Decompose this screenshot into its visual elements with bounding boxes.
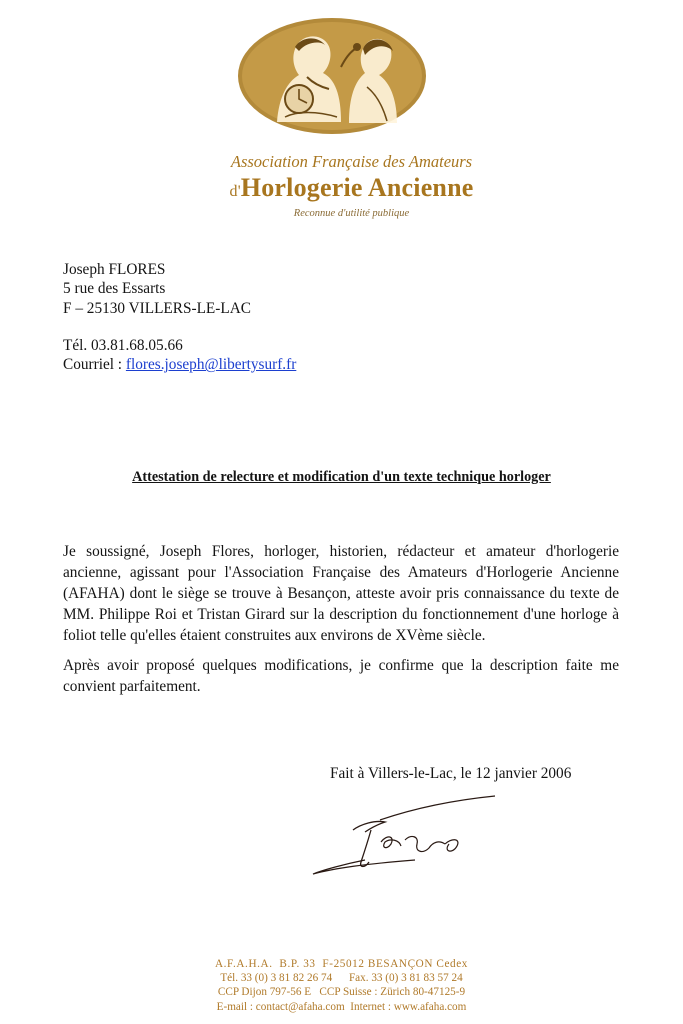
- org-name-line1: Association Française des Amateurs: [230, 152, 473, 171]
- sender-city: F – 25130 VILLERS-LE-LAC: [63, 299, 251, 317]
- footer-phone-fax: Tél. 33 (0) 3 81 82 26 74 Fax. 33 (0) 3 81 83 57 24: [220, 972, 463, 985]
- org-name-main: Horlogerie Ancienne: [240, 173, 474, 202]
- sender-address: [63, 260, 251, 318]
- sender-name: Joseph FLORES: [63, 261, 166, 278]
- clockmakers-oval-emblem-icon: [237, 17, 427, 135]
- handwritten-signature-icon: [305, 790, 505, 880]
- org-name-line2: [10, 173, 683, 203]
- org-name-prefix: d': [229, 183, 241, 200]
- footer-email-web: E-mail : contact@afaha.com Internet : www.afaha.com: [216, 1000, 467, 1013]
- paragraph-2: Après avoir proposé quelques modifications, je confirme que la description faite me convient parfaitement.: [63, 657, 619, 695]
- footer-address: A.F.A.H.A. B.P. 33 F-25012 BESANÇON Cedex: [214, 958, 469, 970]
- sender-email-link[interactable]: flores.joseph@libertysurf.fr: [125, 356, 297, 374]
- place-date: Fait à Villers-le-Lac, le 12 janvier 2006: [330, 765, 572, 782]
- sender-email-line: [63, 355, 296, 374]
- footer: [0, 957, 683, 1014]
- sender-street: 5 rue des Essarts: [63, 280, 166, 298]
- org-tagline: Reconnue d'utilité publique: [293, 208, 410, 219]
- sender-phone: Tél. 03.81.68.05.66: [63, 337, 183, 354]
- sender-contact: [63, 336, 296, 375]
- document-title: Attestation de relecture et modification d'un texte technique horloger: [132, 469, 551, 485]
- footer-ccp: CCP Dijon 797-56 E CCP Suisse : Zürich 80-47125-9: [217, 986, 466, 999]
- sender-email-label: Courriel :: [63, 356, 126, 374]
- paragraph-1: Je soussigné, Joseph Flores, horloger, historien, rédacteur et amateur d'horlogerie ancienne, agissant pour l'Association Française des Amateurs d'Horlogerie Ancienne (AFAHA) dont le siège se trouve à Besançon, atteste avoir pris connaissance du texte de MM. Philippe Roi et Tristan Girard sur la description du fonctionnement d'une horloge à foliot telle qu'elles étaient construites aux environs de XVème siècle.: [63, 543, 619, 644]
